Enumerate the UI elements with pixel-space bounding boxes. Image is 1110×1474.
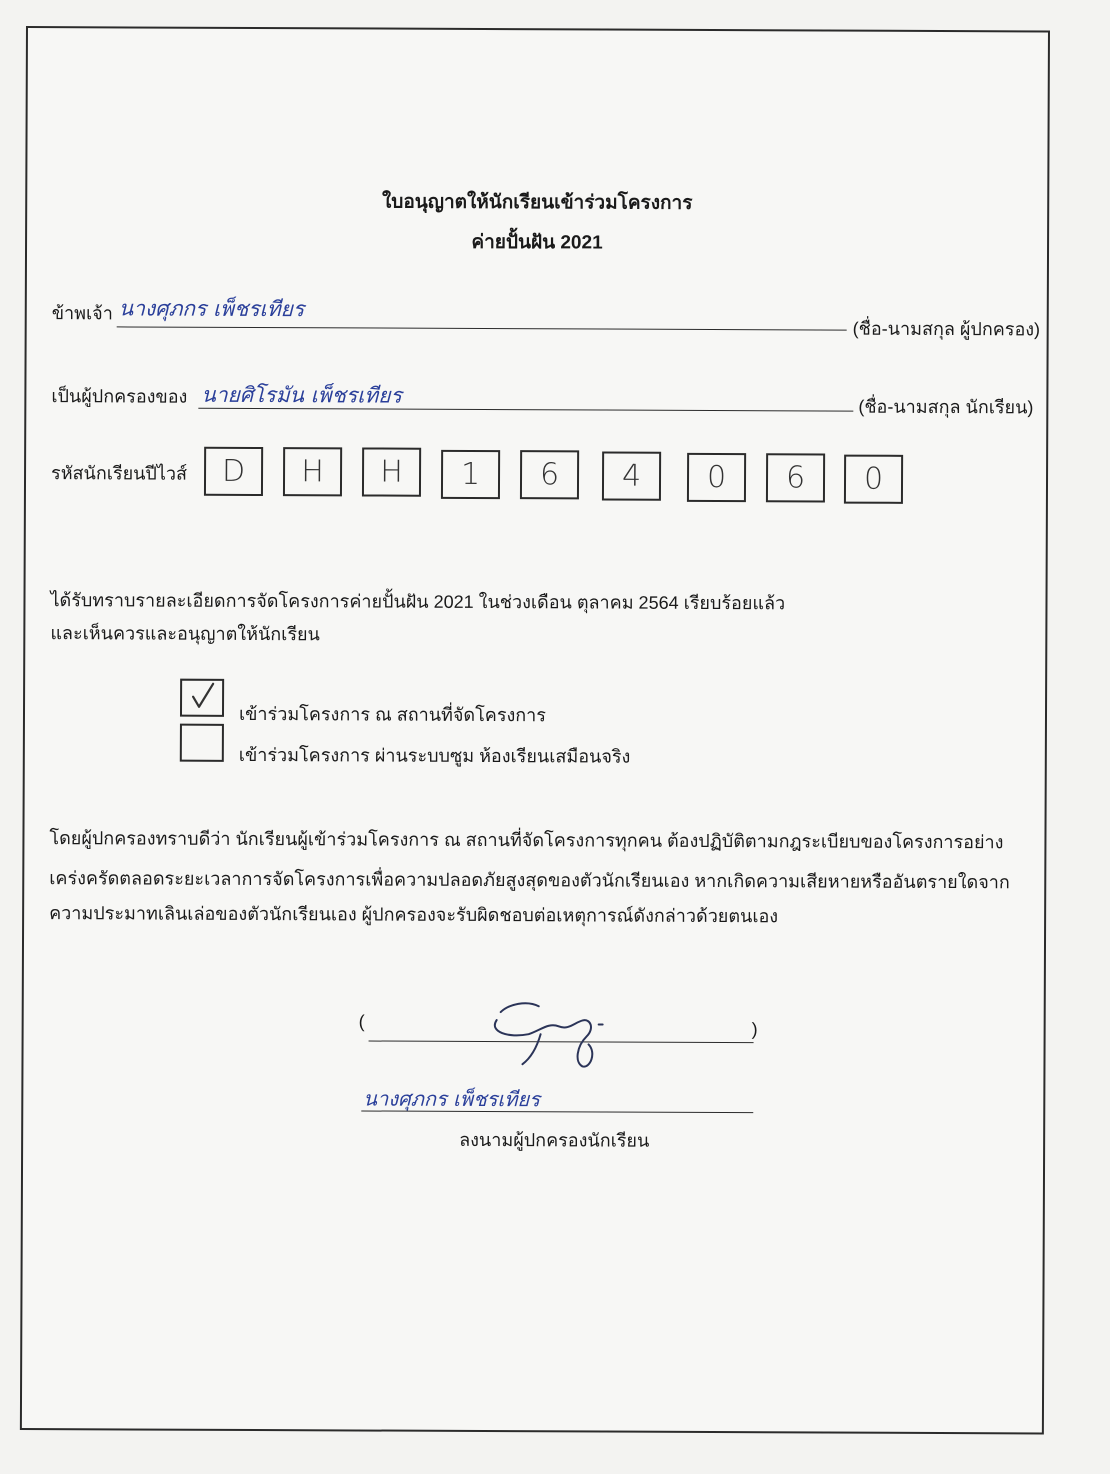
student-id-label: รหัสนักเรียนปีไวส์	[51, 463, 188, 484]
student-id-char-9: 0	[844, 455, 903, 504]
guardian-name-line	[117, 326, 847, 330]
student-label: เป็นผู้ปกครองของ	[51, 386, 188, 407]
student-id-char-7: 0	[687, 453, 746, 502]
student-id-char-1: D	[204, 447, 263, 496]
student-id-char-6: 4	[602, 452, 661, 501]
terms-line-1: โดยผู้ปกครองทราบดีว่า นักเรียนผู้เข้าร่วมโครงการ ณ สถานที่จัดโครงการทุกคน ต้องปฏิบัติตามกฎระเบียบของโครงการอย่าง	[49, 828, 1004, 853]
form-title: ใบอนุญาตให้นักเรียนเข้าร่วมโครงการ	[382, 191, 693, 214]
acknowledgement-line-2: และเห็นควรและอนุญาตให้นักเรียน	[50, 623, 320, 645]
option-zoom-label: เข้าร่วมโครงการ ผ่านระบบซูม ห้องเรียนเสมือนจริง	[238, 744, 631, 767]
option-onsite-checkbox[interactable]	[180, 679, 224, 717]
guardian-label: ข้าพเจ้า	[51, 303, 113, 324]
student-name-handwritten: นายศิโรมัน เพ็ชรเทียร	[201, 382, 402, 408]
student-id-char-8: 6	[766, 453, 825, 502]
signature-open-paren: (	[358, 1011, 365, 1032]
student-label-suffix: (ชื่อ-นามสกุล นักเรียน)	[858, 396, 1034, 418]
guardian-label-suffix: (ชื่อ-นามสกุล ผู้ปกครอง)	[852, 318, 1041, 340]
guardian-name-handwritten: นางศุภกร เพ็ชรเทียร	[118, 296, 305, 322]
signature-close-paren: )	[751, 1019, 758, 1040]
form-subtitle: ค่ายปั้นฝัน 2021	[471, 231, 603, 254]
terms-line-3: ความประมาทเลินเล่อของตัวนักเรียนเอง ผู้ปกครองจะรับผิดชอบต่อเหตุการณ์ดังกล่าวด้วยตนเอง	[49, 903, 779, 927]
checkmark-icon	[182, 681, 222, 715]
acknowledgement-line-1: ได้รับทราบรายละเอียดการจัดโครงการค่ายปั้นฝัน 2021 ในช่วงเดือน ตุลาคม 2564 เรียบร้อยแล้ว	[50, 590, 786, 614]
guardian-signature-scribble	[478, 992, 628, 1073]
student-id-char-5: 6	[520, 450, 579, 499]
terms-line-2: เคร่งครัดตลอดระยะเวลาการจัดโครงการเพื่อความปลอดภัยสูงสุดของตัวนักเรียนเอง หากเกิดความเสียหายหรืออันตรายใดจาก	[49, 868, 1010, 893]
option-onsite-label: เข้าร่วมโครงการ ณ สถานที่จัดโครงการ	[238, 703, 547, 726]
student-id-char-3: H	[362, 447, 421, 496]
permission-form-sheet	[20, 26, 1050, 1434]
student-id-char-4: 1	[441, 450, 500, 499]
option-zoom-checkbox[interactable]	[180, 724, 224, 762]
signature-caption: ลงนามผู้ปกครองนักเรียน	[459, 1129, 650, 1151]
student-id-char-2: H	[283, 447, 342, 496]
signature-printed-name: นางศุภกร เพ็ชรเทียร	[363, 1086, 540, 1112]
